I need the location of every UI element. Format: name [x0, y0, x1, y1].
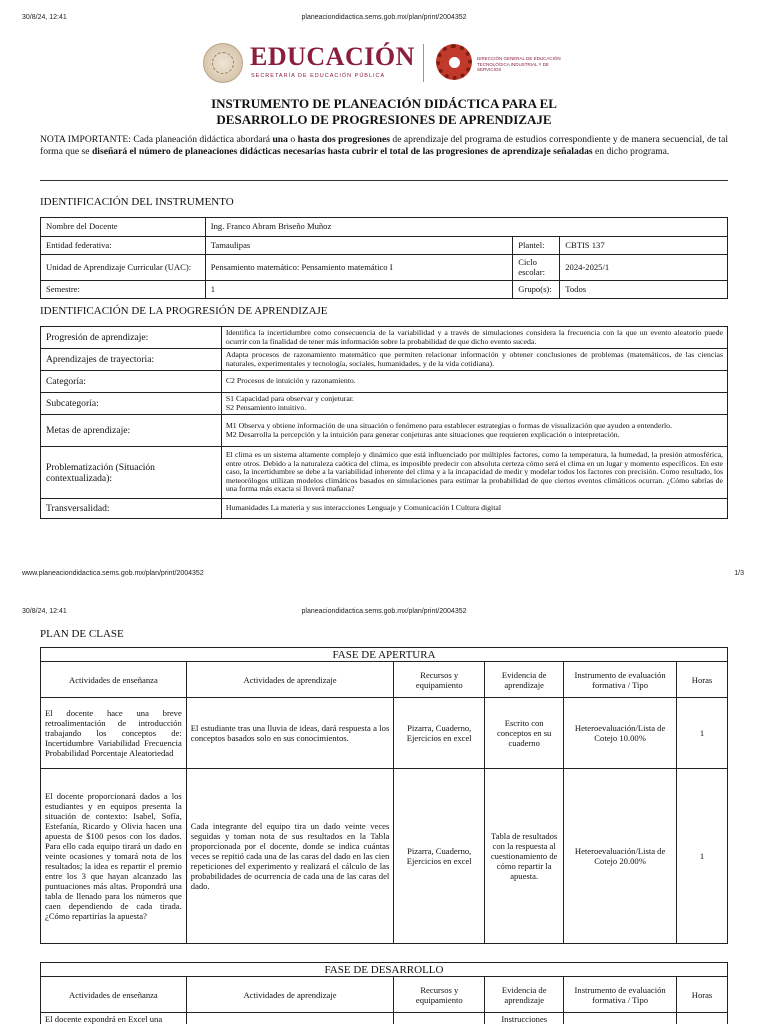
- col-learning: Actividades de aprendizaje: [186, 662, 394, 698]
- ciclo-label: Ciclo escolar:: [513, 255, 560, 281]
- print-url: planeaciondidactica.sems.gob.mx/plan/print/2004352: [301, 608, 467, 615]
- col-learning: Actividades de aprendizaje: [186, 977, 394, 1013]
- footer-page-number: 1/3: [734, 570, 744, 577]
- dgeti-gear-icon: [436, 44, 472, 80]
- plantel-value: CBTIS 137: [560, 237, 728, 255]
- logo-divider: [423, 44, 424, 82]
- progression-heading: IDENTIFICACIÓN DE LA PROGRESIÓN DE APRENDIZAJE: [40, 305, 328, 317]
- print-url: planeaciondidactica.sems.gob.mx/plan/print/2004352: [301, 14, 467, 21]
- docente-label: Nombre del Docente: [41, 218, 206, 237]
- docente-value: Ing. Franco Abram Briseño Muñoz: [205, 218, 727, 237]
- table-row: [41, 1013, 728, 1024]
- instrument: Heteroevaluación/Lista de Cotejo 10.00%: [564, 698, 677, 769]
- hours: 1: [677, 698, 728, 769]
- trajectory-label: Aprendizajes de trayectoria:: [41, 349, 222, 371]
- evidence: Escrito con conceptos en su cuaderno: [485, 698, 564, 769]
- instrument: [564, 1013, 677, 1024]
- semestre-label: Semestre:: [41, 281, 206, 299]
- evidence: Instrucciones: [485, 1013, 564, 1024]
- learning-activity: Cada integrante del equipo tira un dado veinte veces seguidas y toman nota de sus resultados en la Tabla proporcionada por el docente, donde se indica cuántas veces se repitió cada una de las caras del dado en las cien repeticiones del experimento y realizará el cálculo de las probabilidades de ocurrencia de cada una de las caras del dado.: [186, 769, 394, 944]
- header-logos: [0, 40, 768, 90]
- table-row: [41, 769, 728, 944]
- semestre-value: 1: [205, 281, 512, 299]
- document-title: [0, 96, 768, 128]
- transversality-value: Humanidades La materia y sus interacciones Lenguaje y Comunicación I Cultura digital: [221, 499, 727, 519]
- uac-value: Pensamiento matemático: Pensamiento matemático I: [205, 255, 512, 281]
- class-plan-heading: PLAN DE CLASE: [40, 628, 124, 640]
- uac-label: Unidad de Aprendizaje Curricular (UAC):: [41, 255, 206, 281]
- grupo-label: Grupo(s):: [513, 281, 560, 299]
- col-hours: Horas: [677, 977, 728, 1013]
- footer-url: www.planeaciondidactica.sems.gob.mx/plan/print/2004352: [22, 570, 204, 577]
- hours: [677, 1013, 728, 1024]
- education-logo-text: EDUCACIÓN: [250, 42, 415, 71]
- learning-activity: El estudiante tras una lluvia de ideas, dará respuesta a los conceptos basados solo en sus conocimientos.: [186, 698, 394, 769]
- title-line-2: DESARROLLO DE PROGRESIONES DE APRENDIZAJE: [216, 112, 552, 127]
- print-datetime: 30/8/24, 12:41: [22, 14, 67, 21]
- col-evidence: Evidencia de aprendizaje: [485, 662, 564, 698]
- progression-label: Progresión de aprendizaje:: [41, 327, 222, 349]
- development-phase-table: [40, 962, 728, 1024]
- ciclo-value: 2024-2025/1: [560, 255, 728, 281]
- col-teaching: Actividades de enseñanza: [41, 662, 187, 698]
- identification-heading: IDENTIFICACIÓN DEL INSTRUMENTO: [40, 196, 234, 208]
- resources: [394, 1013, 485, 1024]
- goals-label: Metas de aprendizaje:: [41, 415, 222, 447]
- col-resources: Recursos y equipamiento: [394, 662, 485, 698]
- important-note: NOTA IMPORTANTE: Cada planeación didáctica abordará una o hasta dos progresiones de aprendizaje del programa de estudios correspondiente y de manera secuencial, de tal forma que se diseñará el número de planeaciones didácticas necesarias hasta cubrir el total de las progresiones de aprendizaje señaladas en dicho programa.: [40, 134, 729, 157]
- col-instrument: Instrumento de evaluación formativa / Tipo: [564, 662, 677, 698]
- title-line-1: INSTRUMENTO DE PLANEACIÓN DIDÁCTICA PARA EL: [211, 96, 557, 111]
- goals-value: M1 Observa y obtiene información de una situación o fenómeno para establecer estrategias o formas de visualización que ayuden a entenderlo. M2 Desarrolla la percepción y la intuición para generar conjeturas ante situaciones que requieren explicación o interpretación.: [221, 415, 727, 447]
- learning-activity: [186, 1013, 394, 1024]
- instrument: Heteroevaluación/Lista de Cotejo 20.00%: [564, 769, 677, 944]
- opening-phase-title: FASE DE APERTURA: [41, 648, 728, 662]
- mexico-seal-icon: [203, 43, 243, 83]
- col-teaching: Actividades de enseñanza: [41, 977, 187, 1013]
- entidad-label: Entidad federativa:: [41, 237, 206, 255]
- plantel-label: Plantel:: [513, 237, 560, 255]
- transversality-label: Transversalidad:: [41, 499, 222, 519]
- opening-phase-table: [40, 647, 728, 944]
- progression-value: Identifica la incertidumbre como consecuencia de la variabilidad y a través de simulaciones considera la frecuencia con la que un evento aleatorio puede ocurrir con la finalidad de tener más información sobre la probabilidad de que dicho evento suceda.: [221, 327, 727, 349]
- col-instrument: Instrumento de evaluación formativa / Tipo: [564, 977, 677, 1013]
- teaching-activity: El docente expondrá en Excel una: [41, 1013, 187, 1024]
- subcategory-value: S1 Capacidad para observar y conjeturar. S2 Pensamiento intuitivo.: [221, 393, 727, 415]
- identification-table: [40, 217, 728, 299]
- col-hours: Horas: [677, 662, 728, 698]
- problematization-label: Problematización (Situación contextualizada):: [41, 447, 222, 499]
- col-evidence: Evidencia de aprendizaje: [485, 977, 564, 1013]
- education-logo-subtitle: SECRETARÍA DE EDUCACIÓN PÚBLICA: [251, 73, 386, 79]
- table-row: [41, 698, 728, 769]
- development-phase-title: FASE DE DESARROLLO: [41, 963, 728, 977]
- evidence: Tabla de resultados con la respuesta al cuestionamiento de cómo repartir la apuesta.: [485, 769, 564, 944]
- dgeti-logo-text: DIRECCIÓN GENERAL DE EDUCACIÓN TECNOLÓGICA INDUSTRIAL Y DE SERVICIOS: [477, 56, 561, 72]
- section-divider: [40, 180, 728, 181]
- progression-table: [40, 326, 728, 519]
- resources: Pizarra, Cuaderno, Ejercicios en excel: [394, 698, 485, 769]
- problematization-value: El clima es un sistema altamente complejo y dinámico que está influenciado por múltiples factores, como la temperatura, la humedad, la presión atmosférica, entre otros. Debido a la naturaleza caótica del clima, es imposible predecir con absoluta certeza cómo será el clima en un lugar y momento específicos. En este caso, la incertidumbre se debe a la variabilidad inherente del clima y a la incapacidad de medir y modelar todos los factores con precisión. Como resultado, los meteorólogos utilizan modelos climáticos basados en simulaciones para estimar la probabilidad de que ciertos eventos climáticos ocurran. ¿Cómo sabrías de una forma más exacta si lloverá mañana?: [221, 447, 727, 499]
- resources: Pizarra, Cuaderno, Ejercicios en excel: [394, 769, 485, 944]
- print-datetime: 30/8/24, 12:41: [22, 608, 67, 615]
- teaching-activity: El docente proporcionará dados a los estudiantes y en equipos presenta la situación de contexto: Isabel, Sofía, Estefanía, Ricardo y Olivia hacen una apuesta de $100 pesos con los dados. Para ello cada equipo tirará un dado en veinte ocasiones y tomará nota de los resultados; la idea es repartir el premio entre los 3 que hayan alcanzado las puntuaciones más altas. Propondrá una tabla de llenado para los números que caen dependiendo de cada tirada. ¿Cómo repartirías la apuesta?: [41, 769, 187, 944]
- entidad-value: Tamaulipas: [205, 237, 512, 255]
- teaching-activity: El docente hace una breve retroalimentación de introducción trabajando los conceptos de: Incertidumbre Variabilidad Frecuencia Probabilidad Porcentaje Aleatoriedad: [41, 698, 187, 769]
- category-label: Categoría:: [41, 371, 222, 393]
- category-value: C2 Procesos de intuición y razonamiento.: [221, 371, 727, 393]
- grupo-value: Todos: [560, 281, 728, 299]
- col-resources: Recursos y equipamiento: [394, 977, 485, 1013]
- note-label: NOTA IMPORTANTE:: [40, 134, 131, 145]
- subcategory-label: Subcategoría:: [41, 393, 222, 415]
- hours: 1: [677, 769, 728, 944]
- trajectory-value: Adapta procesos de razonamiento matemático que permiten relacionar información y obtener conclusiones de problemas (matemáticos, de las ciencias naturales, experimentales y tecnología, sociales, humanidades, y de la vida cotidiana).: [221, 349, 727, 371]
